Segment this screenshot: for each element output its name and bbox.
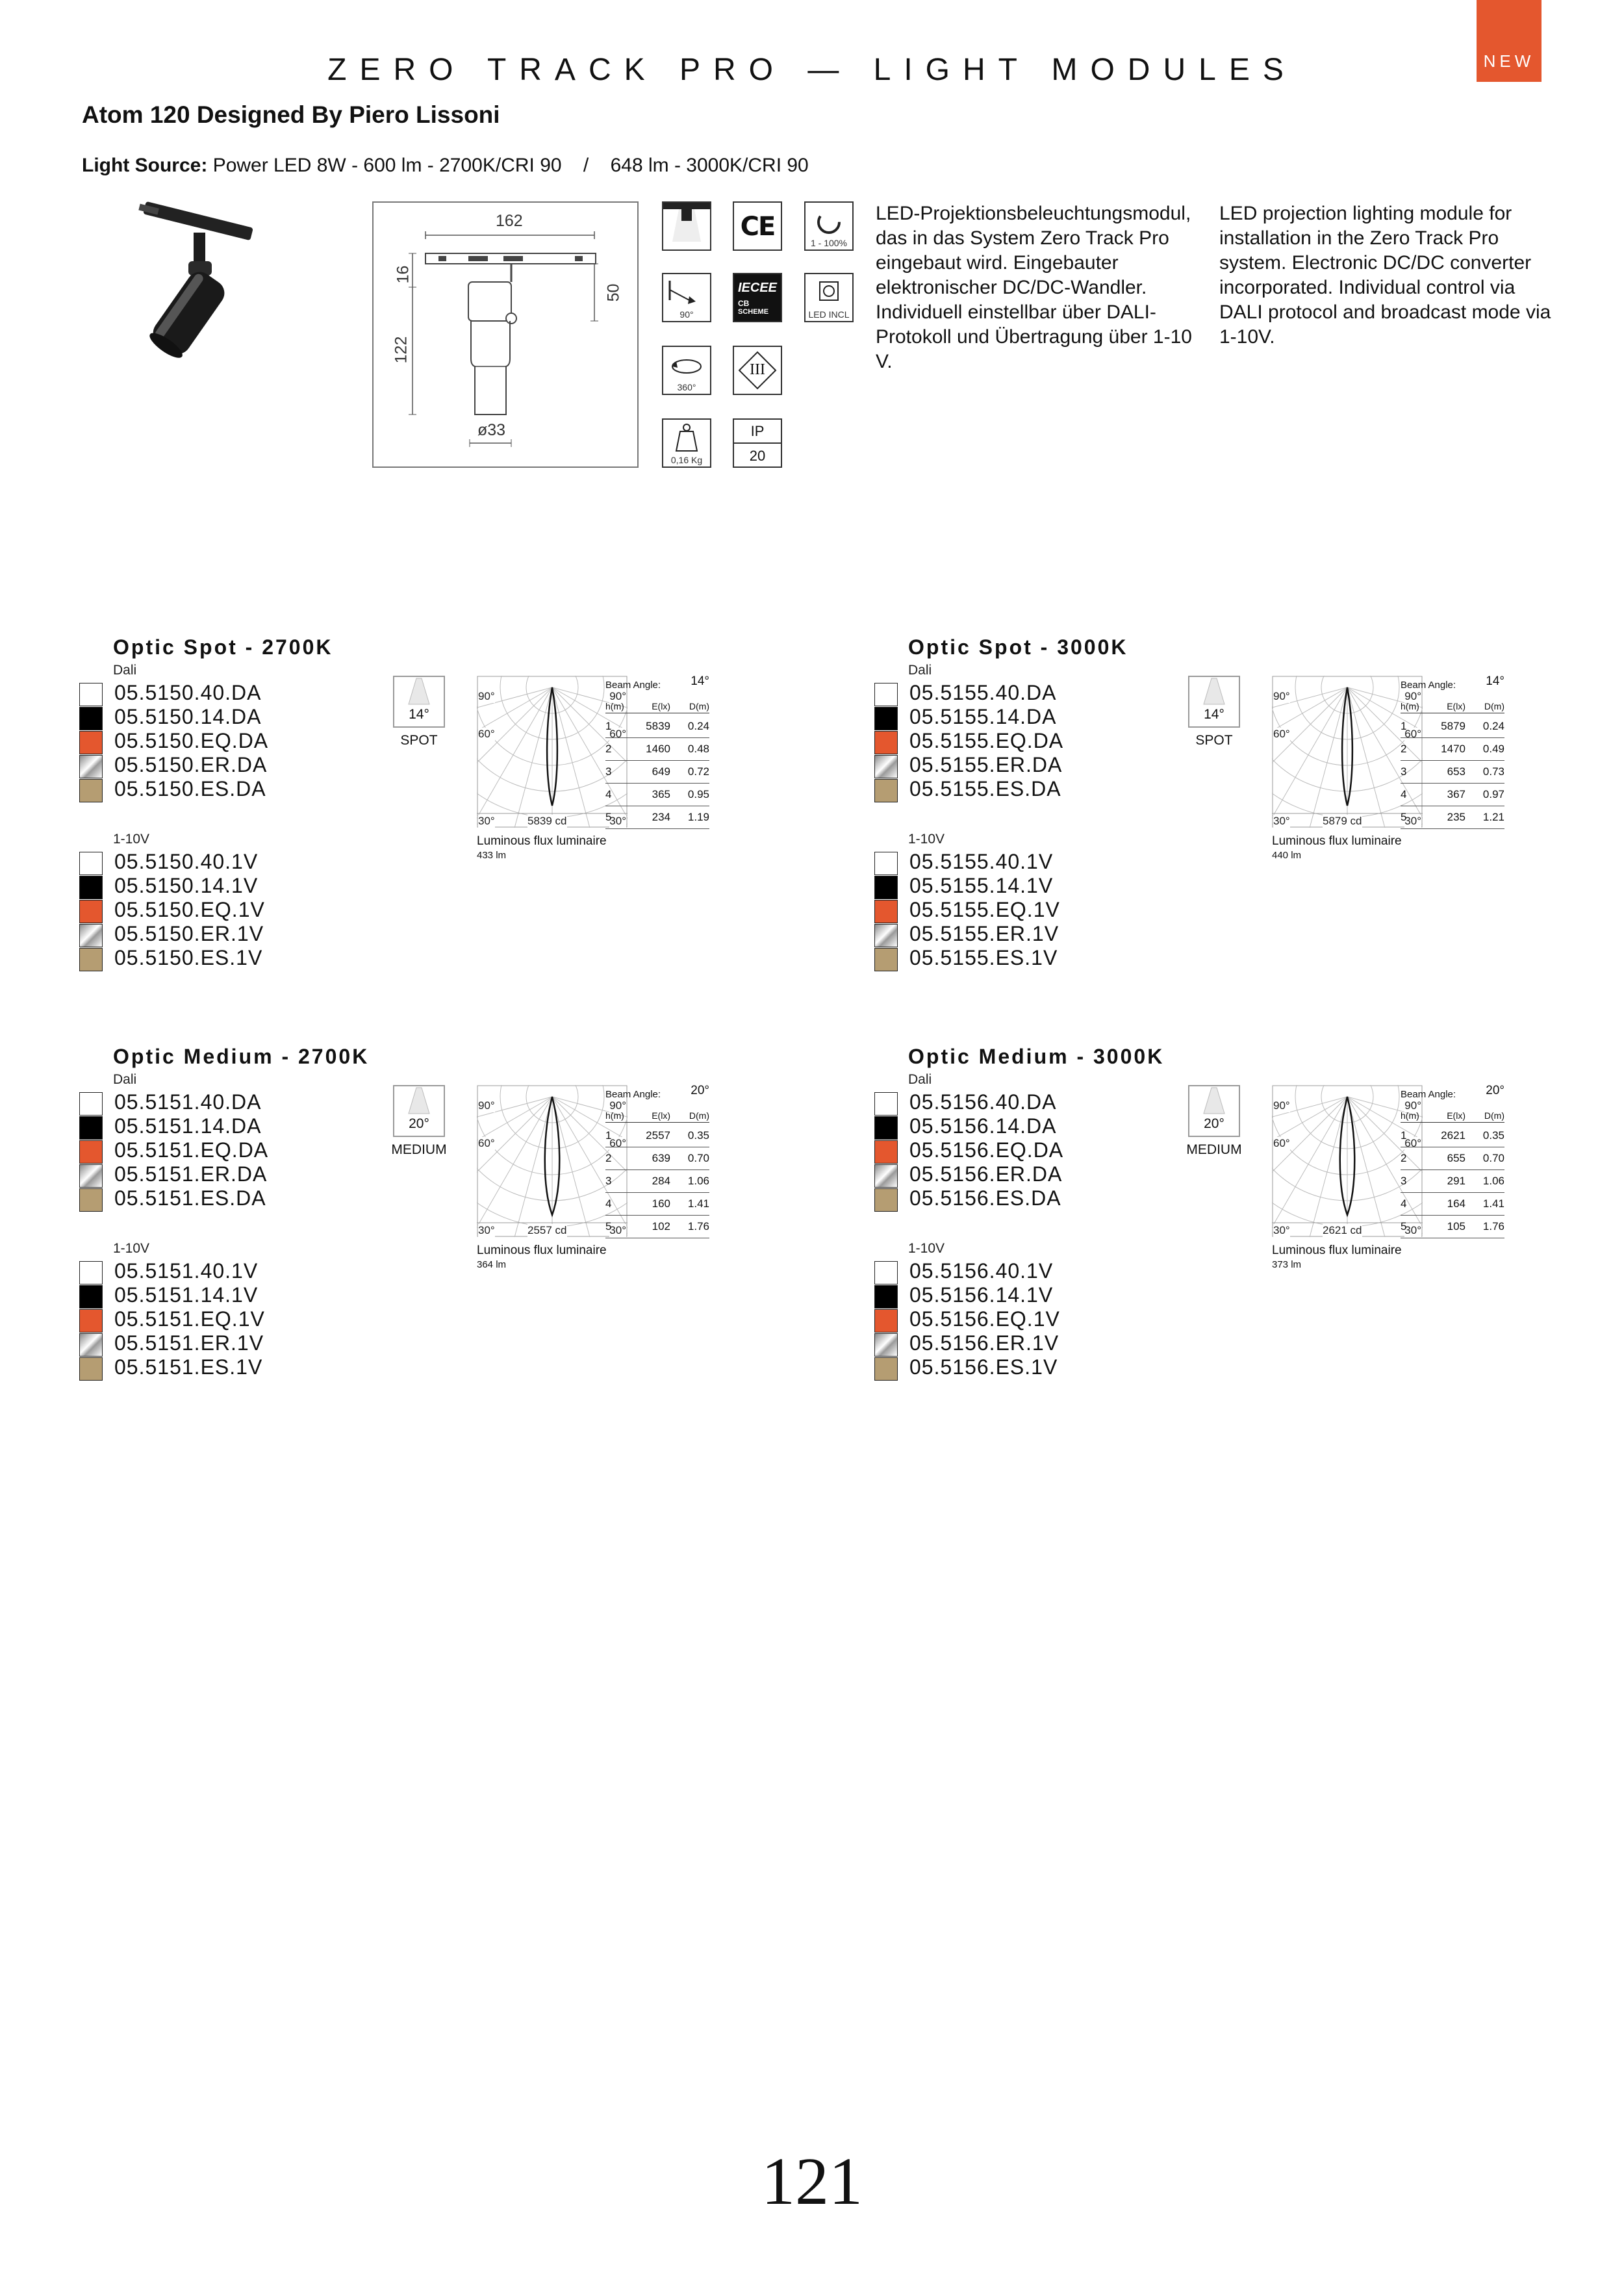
ip-value: 20 — [749, 447, 766, 464]
beam-angle-icon — [1188, 1085, 1240, 1137]
table-row — [1401, 1171, 1504, 1193]
product-photo — [123, 201, 279, 364]
product-code: 05.5155.14.DA — [909, 705, 1057, 728]
table-cell: 0.73 — [1482, 765, 1504, 778]
table-cell: 105 — [1447, 1220, 1465, 1233]
description-german: LED-Projektionsbeleuchtungsmodul, das in das System Zero Track Pro eingebaut wird. Eingebauter elektronischer DC/DC-Wandler. Individuell einstellbar über DALI-Protokoll und Übertragung über 1-10 V. — [876, 203, 1192, 372]
color-swatch — [874, 900, 898, 923]
table-row — [1401, 1216, 1504, 1238]
product-code: 05.5151.40.1V — [114, 1259, 259, 1283]
table-cell: 3 — [605, 765, 612, 778]
table-row — [605, 1216, 709, 1238]
product-code: 05.5150.ER.DA — [114, 753, 268, 776]
product-code: 05.5150.ER.1V — [114, 922, 264, 945]
dimming-caption: 1 - 100% — [810, 238, 848, 248]
table-row — [1401, 1194, 1504, 1216]
light-source-label: Light Source: — [82, 155, 208, 176]
table-cell: 2 — [605, 743, 612, 755]
beam-type-label: SPOT — [400, 733, 438, 748]
weight-icon — [662, 418, 711, 468]
polar-label-60-right: 60° — [1404, 1137, 1421, 1149]
color-swatch — [874, 779, 898, 802]
optic-section — [79, 1045, 794, 1409]
table-row — [605, 807, 709, 829]
color-swatch — [874, 1116, 898, 1140]
table-row — [605, 716, 709, 738]
beam-angle-label: Beam Angle: — [605, 680, 661, 691]
product-code: 05.5155.ER.DA — [909, 753, 1063, 776]
one-ten-v-label: 1-10V — [908, 1241, 945, 1256]
new-badge — [1477, 0, 1542, 82]
dali-label: Dali — [113, 1072, 137, 1087]
table-cell: 2 — [605, 1152, 612, 1164]
page-number: 121 — [761, 2144, 863, 2219]
polar-candela: 2621 cd — [1323, 1224, 1362, 1236]
dali-label: Dali — [908, 1072, 932, 1087]
table-cell: 102 — [652, 1220, 670, 1233]
product-code: 05.5156.ER.DA — [909, 1162, 1063, 1186]
color-swatch — [79, 1285, 103, 1309]
product-code: 05.5150.ES.1V — [114, 946, 263, 969]
column-header: h(m) — [1401, 1110, 1419, 1121]
beam-angle-value: 14° — [409, 707, 429, 722]
color-swatch — [874, 1140, 898, 1164]
description-english: LED projection lighting module for installation in the Zero Track Pro system. Electronic DC/DC converter incorporated. Individual control via DALI protocol and broadcast mode via 1-10V. — [1219, 203, 1551, 348]
table-cell: 653 — [1447, 765, 1465, 778]
beam-angle-header — [1401, 674, 1504, 691]
table-cell: 1 — [1401, 1129, 1407, 1142]
table-row — [1401, 1125, 1504, 1147]
column-header: E(lx) — [652, 701, 670, 711]
polar-label-30-right: 30° — [1404, 1224, 1421, 1236]
ce-mark-label: CE — [740, 212, 775, 242]
beam-type-label: SPOT — [1195, 733, 1233, 748]
flux-value: 373 lm — [1272, 1259, 1302, 1270]
ip-label: IP — [734, 420, 781, 444]
table-cell: 2557 — [646, 1129, 670, 1142]
product-code: 05.5155.40.1V — [909, 850, 1054, 873]
product-code: 05.5155.40.DA — [909, 681, 1057, 704]
beam-angle-header — [1401, 1084, 1504, 1101]
product-code: 05.5156.40.1V — [909, 1259, 1054, 1283]
product-code: 05.5151.EQ.DA — [114, 1138, 269, 1162]
table-cell: 0.24 — [1482, 720, 1504, 732]
product-code: 05.5151.ES.DA — [114, 1186, 266, 1210]
flux-value: 364 lm — [477, 1259, 507, 1270]
product-code: 05.5151.14.DA — [114, 1114, 262, 1138]
light-source — [82, 155, 809, 177]
polar-label-90-left: 90° — [478, 690, 495, 702]
polar-label-90-right: 90° — [609, 1099, 626, 1112]
table-header — [1401, 699, 1504, 713]
beam-type-label: MEDIUM — [1186, 1142, 1242, 1157]
beam-angle-value: 20° — [409, 1116, 429, 1131]
iecee-cb-label: CB — [738, 299, 750, 308]
product-code: 05.5151.ER.1V — [114, 1331, 264, 1355]
table-cell: 0.35 — [1482, 1129, 1504, 1142]
led-included-icon — [804, 273, 854, 322]
product-code: 05.5156.14.DA — [909, 1114, 1057, 1138]
product-code: 05.5151.14.1V — [114, 1283, 259, 1307]
dimension-drawing — [372, 201, 639, 468]
column-header: h(m) — [605, 1110, 624, 1121]
beam-angle-number: 20° — [1486, 1084, 1504, 1097]
beam-angle-label: Beam Angle: — [1401, 680, 1456, 691]
product-code: 05.5155.ES.1V — [909, 946, 1058, 969]
polar-label-30-left: 30° — [478, 1224, 495, 1236]
table-cell: 367 — [1447, 788, 1465, 800]
new-badge-label: NEW — [1483, 51, 1535, 71]
product-code: 05.5151.ES.1V — [114, 1355, 263, 1379]
polar-label-60-left: 60° — [478, 728, 495, 740]
table-cell: 1.21 — [1482, 811, 1504, 823]
table-cell: 164 — [1447, 1197, 1465, 1210]
polar-label-90-left: 90° — [1273, 690, 1290, 702]
color-swatch — [79, 900, 103, 923]
product-code: 05.5155.EQ.DA — [909, 729, 1064, 752]
polar-label-60-left: 60° — [1273, 728, 1290, 740]
color-swatch — [874, 731, 898, 754]
product-code: 05.5151.40.DA — [114, 1090, 262, 1114]
iecee-label: IECEE — [737, 281, 778, 295]
table-cell: 1.76 — [1482, 1220, 1504, 1233]
table-cell: 160 — [652, 1197, 670, 1210]
one-ten-v-label: 1-10V — [908, 832, 945, 847]
polar-label-30-right: 30° — [609, 815, 626, 827]
column-header: E(lx) — [1447, 701, 1465, 711]
iecee-scheme-label: SCHEME — [738, 308, 769, 316]
table-cell: 1.06 — [687, 1175, 709, 1187]
beam-angle-number: 14° — [691, 674, 709, 688]
polar-label-60-left: 60° — [478, 1137, 495, 1149]
polar-label-30-left: 30° — [478, 815, 495, 827]
column-header: D(m) — [1484, 701, 1504, 711]
table-row — [605, 739, 709, 761]
beam-angle-icon — [393, 1085, 445, 1137]
polar-label-60-right: 60° — [609, 1137, 626, 1149]
color-swatch — [79, 683, 103, 706]
product-code: 05.5156.ES.1V — [909, 1355, 1058, 1379]
color-swatch — [79, 1140, 103, 1164]
table-cell: 0.95 — [687, 788, 709, 800]
table-cell: 0.48 — [687, 743, 709, 755]
color-swatch — [79, 948, 103, 971]
beam-angle-number: 20° — [691, 1084, 709, 1097]
color-swatch — [79, 1164, 103, 1188]
page-header: ZERO TRACK PRO — LIGHT MODULES — [327, 53, 1297, 87]
table-cell: 639 — [652, 1152, 670, 1164]
one-ten-v-label: 1-10V — [113, 832, 150, 847]
color-swatch — [874, 683, 898, 706]
table-cell: 3 — [1401, 765, 1407, 778]
table-cell: 5 — [1401, 811, 1407, 823]
light-source-value: Power LED 8W - 600 lm - 2700K/CRI 90 / 648 lm - 3000K/CRI 90 — [212, 155, 809, 176]
table-cell: 284 — [652, 1175, 670, 1187]
class-iii-icon — [733, 346, 782, 395]
table-cell: 0.24 — [687, 720, 709, 732]
table-cell: 1 — [1401, 720, 1407, 732]
table-cell: 2 — [1401, 743, 1407, 755]
table-cell: 4 — [1401, 1197, 1407, 1210]
table-cell: 0.72 — [687, 765, 709, 778]
color-swatch — [79, 876, 103, 899]
section-title: Optic Medium - 2700K — [113, 1045, 370, 1068]
tilt-icon — [662, 273, 711, 322]
product-code: 05.5151.EQ.1V — [114, 1307, 265, 1331]
dali-label: Dali — [908, 663, 932, 678]
optic-section — [79, 635, 794, 999]
table-cell: 5839 — [646, 720, 670, 732]
product-code: 05.5156.EQ.DA — [909, 1138, 1064, 1162]
product-code: 05.5150.40.DA — [114, 681, 262, 704]
polar-label-60-right: 60° — [1404, 728, 1421, 740]
color-swatch — [874, 948, 898, 971]
table-row — [1401, 739, 1504, 761]
product-code: 05.5151.ER.DA — [114, 1162, 268, 1186]
table-cell: 649 — [652, 765, 670, 778]
color-swatch — [79, 1261, 103, 1284]
beam-angle-header — [605, 1084, 709, 1101]
table-cell: 2 — [1401, 1152, 1407, 1164]
color-swatch — [874, 1261, 898, 1284]
product-code: 05.5150.14.1V — [114, 874, 259, 897]
table-cell: 4 — [605, 1197, 612, 1210]
product-code: 05.5155.ER.1V — [909, 922, 1059, 945]
product-code: 05.5150.40.1V — [114, 850, 259, 873]
table-cell: 655 — [1447, 1152, 1465, 1164]
color-swatch — [79, 1309, 103, 1333]
dim-body-height: 122 — [392, 336, 411, 364]
polar-label-30-left: 30° — [1273, 1224, 1290, 1236]
table-cell: 1.76 — [687, 1220, 709, 1233]
flux-label: Luminous flux luminaire — [1272, 1244, 1402, 1257]
polar-label-90-right: 90° — [1404, 1099, 1421, 1112]
beam-angle-number: 14° — [1486, 674, 1504, 688]
product-code: 05.5150.14.DA — [114, 705, 262, 728]
table-row — [605, 761, 709, 784]
column-header: E(lx) — [1447, 1110, 1465, 1121]
table-cell: 3 — [1401, 1175, 1407, 1187]
polar-label-60-right: 60° — [609, 728, 626, 740]
product-title: Atom 120 Designed By Piero Lissoni — [82, 101, 500, 128]
polar-label-30-right: 30° — [1404, 815, 1421, 827]
table-cell: 0.35 — [687, 1129, 709, 1142]
color-swatch — [874, 1188, 898, 1212]
polar-label-90-right: 90° — [1404, 690, 1421, 702]
table-cell: 5 — [605, 1220, 612, 1233]
section-title: Optic Spot - 3000K — [908, 635, 1128, 659]
table-header — [605, 699, 709, 713]
table-cell: 0.70 — [1482, 1152, 1504, 1164]
table-row — [1401, 807, 1504, 829]
optic-section — [874, 1045, 1589, 1409]
color-swatch — [874, 852, 898, 875]
product-code: 05.5155.EQ.1V — [909, 898, 1060, 921]
polar-label-30-right: 30° — [609, 1224, 626, 1236]
table-row — [1401, 761, 1504, 784]
column-header: E(lx) — [652, 1110, 670, 1121]
color-swatch — [79, 1333, 103, 1357]
product-code: 05.5156.EQ.1V — [909, 1307, 1060, 1331]
color-swatch — [79, 755, 103, 778]
column-header: D(m) — [689, 1110, 709, 1121]
table-row — [605, 784, 709, 806]
dim-width: 162 — [496, 212, 523, 230]
optic-section — [874, 635, 1589, 999]
color-swatch — [874, 1164, 898, 1188]
product-code: 05.5155.ES.DA — [909, 777, 1061, 800]
product-code: 05.5156.40.DA — [909, 1090, 1057, 1114]
polar-label-30-left: 30° — [1273, 815, 1290, 827]
color-swatch — [874, 1357, 898, 1381]
beam-angle-value: 20° — [1204, 1116, 1224, 1131]
table-row — [605, 1125, 709, 1147]
table-cell: 0.49 — [1482, 743, 1504, 755]
color-swatch — [79, 1188, 103, 1212]
table-row — [1401, 716, 1504, 738]
tilt-caption: 90° — [679, 309, 694, 320]
dimming-icon — [804, 201, 854, 251]
polar-label-60-left: 60° — [1273, 1137, 1290, 1149]
table-cell: 1 — [605, 1129, 612, 1142]
color-swatch — [79, 924, 103, 947]
column-header: D(m) — [689, 701, 709, 711]
ce-mark-icon — [733, 201, 782, 251]
table-cell: 234 — [652, 811, 670, 823]
table-cell: 235 — [1447, 811, 1465, 823]
color-swatch — [79, 1116, 103, 1140]
table-header — [605, 1108, 709, 1123]
polar-candela: 5879 cd — [1323, 815, 1362, 827]
section-title: Optic Spot - 2700K — [113, 635, 333, 659]
polar-label-90-left: 90° — [478, 1099, 495, 1112]
color-swatch — [874, 1333, 898, 1357]
color-swatch — [79, 779, 103, 802]
dali-label: Dali — [113, 663, 137, 678]
beam-angle-icon — [1188, 676, 1240, 728]
iecee-icon — [733, 273, 782, 322]
color-swatch — [874, 1285, 898, 1309]
table-cell: 2621 — [1441, 1129, 1465, 1142]
table-cell: 5 — [605, 811, 612, 823]
beam-angle-label: Beam Angle: — [1401, 1089, 1456, 1100]
flux-value: 440 lm — [1272, 850, 1302, 861]
table-header — [1401, 1108, 1504, 1123]
beam-angle-header — [605, 674, 709, 691]
color-swatch — [79, 852, 103, 875]
table-cell: 1.41 — [687, 1197, 709, 1210]
table-cell: 0.70 — [687, 1152, 709, 1164]
product-code: 05.5156.14.1V — [909, 1283, 1054, 1307]
table-cell: 1470 — [1441, 743, 1465, 755]
product-code: 05.5150.EQ.DA — [114, 729, 269, 752]
table-cell: 365 — [652, 788, 670, 800]
rotation-icon — [662, 346, 711, 395]
table-cell: 0.97 — [1482, 788, 1504, 800]
color-swatch — [874, 924, 898, 947]
table-cell: 1.41 — [1482, 1197, 1504, 1210]
flux-label: Luminous flux luminaire — [477, 1244, 607, 1257]
table-cell: 5 — [1401, 1220, 1407, 1233]
table-row — [1401, 1148, 1504, 1170]
color-swatch — [874, 755, 898, 778]
column-header: h(m) — [605, 701, 624, 711]
recessed-spot-icon — [662, 201, 711, 251]
color-swatch — [874, 1092, 898, 1116]
weight-caption: 0,16 Kg — [670, 455, 703, 465]
beam-type-label: MEDIUM — [391, 1142, 447, 1157]
flux-label: Luminous flux luminaire — [1272, 834, 1402, 848]
one-ten-v-label: 1-10V — [113, 1241, 150, 1256]
product-code: 05.5150.EQ.1V — [114, 898, 265, 921]
table-cell: 5879 — [1441, 720, 1465, 732]
color-swatch — [79, 731, 103, 754]
table-cell: 1 — [605, 720, 612, 732]
flux-value: 433 lm — [477, 850, 507, 861]
table-row — [605, 1194, 709, 1216]
rotation-caption: 360° — [677, 382, 696, 392]
column-header: D(m) — [1484, 1110, 1504, 1121]
beam-angle-label: Beam Angle: — [605, 1089, 661, 1100]
table-cell: 4 — [1401, 788, 1407, 800]
table-cell: 1460 — [646, 743, 670, 755]
table-cell: 4 — [605, 788, 612, 800]
color-swatch — [874, 876, 898, 899]
dim-side: 50 — [604, 283, 623, 302]
polar-label-90-left: 90° — [1273, 1099, 1290, 1112]
color-swatch — [874, 1309, 898, 1333]
polar-candela: 2557 cd — [527, 1224, 567, 1236]
color-swatch — [874, 707, 898, 730]
table-row — [1401, 784, 1504, 806]
polar-label-90-right: 90° — [609, 690, 626, 702]
color-swatch — [79, 1092, 103, 1116]
product-code: 05.5156.ES.DA — [909, 1186, 1061, 1210]
table-cell: 3 — [605, 1175, 612, 1187]
flux-label: Luminous flux luminaire — [477, 834, 607, 848]
class-iii-label: III — [750, 361, 765, 378]
color-swatch — [79, 707, 103, 730]
color-swatch — [79, 1357, 103, 1381]
section-title: Optic Medium - 3000K — [908, 1045, 1165, 1068]
table-cell: 291 — [1447, 1175, 1465, 1187]
column-header: h(m) — [1401, 701, 1419, 711]
product-code: 05.5155.14.1V — [909, 874, 1054, 897]
beam-angle-value: 14° — [1204, 707, 1224, 722]
table-cell: 1.19 — [687, 811, 709, 823]
table-row — [605, 1148, 709, 1170]
dim-diameter: ø33 — [477, 421, 506, 439]
table-row — [605, 1171, 709, 1193]
product-code: 05.5150.ES.DA — [114, 777, 266, 800]
product-code: 05.5156.ER.1V — [909, 1331, 1059, 1355]
polar-candela: 5839 cd — [527, 815, 567, 827]
beam-angle-icon — [393, 676, 445, 728]
led-caption: LED INCL — [808, 309, 850, 320]
ip-rating — [733, 418, 782, 468]
table-cell: 1.06 — [1482, 1175, 1504, 1187]
dim-top-height: 16 — [394, 265, 412, 284]
